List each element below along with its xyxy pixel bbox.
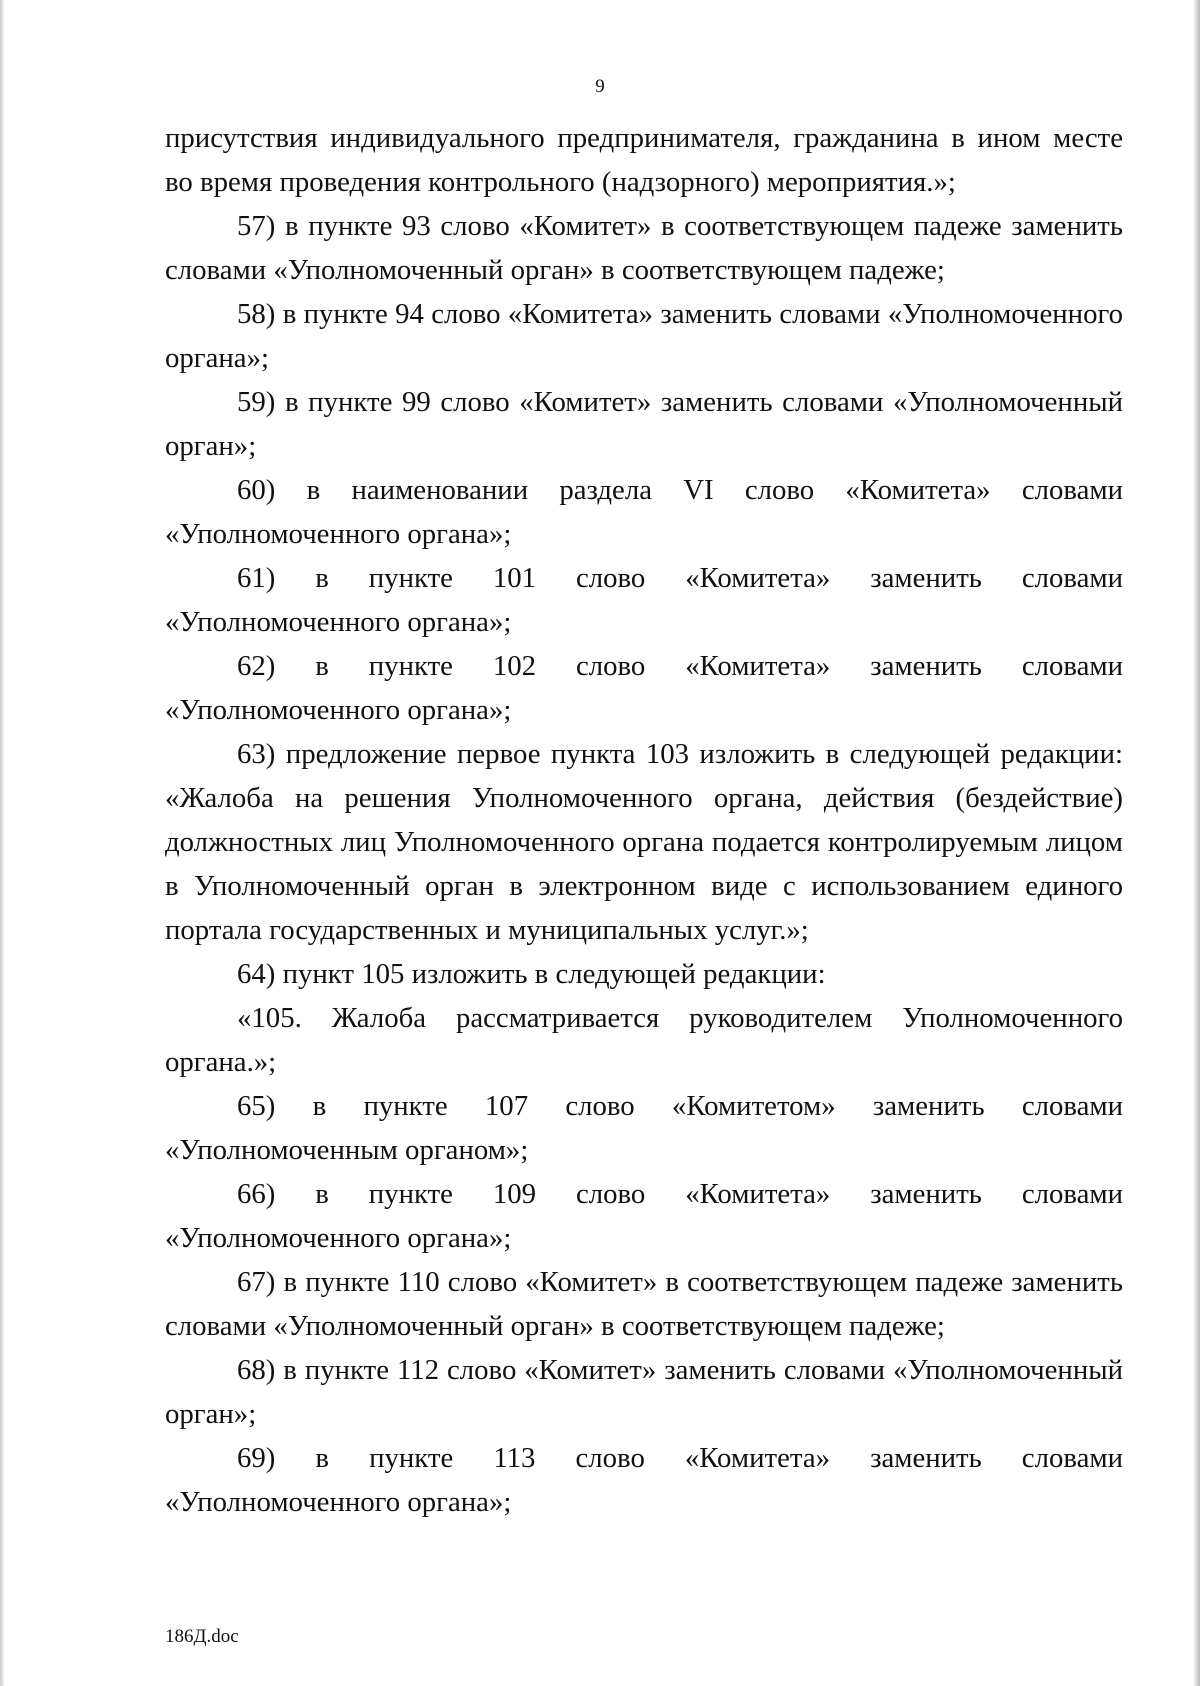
paragraph-item-68: 68) в пункте 112 слово «Комитет» заменить словами «Уполномоченный орган»; bbox=[165, 1354, 1123, 1430]
scan-edge-left bbox=[0, 0, 4, 1686]
scan-edge-right bbox=[1194, 0, 1200, 1686]
paragraph-item-65: 65) в пункте 107 слово «Комитетом» заменить словами «Уполномоченным органом»; bbox=[165, 1090, 1123, 1166]
paragraph-item-66: 66) в пункте 109 слово «Комитета» заменить словами «Уполномоченного органа»; bbox=[165, 1178, 1123, 1254]
paragraph-item-61: 61) в пункте 101 слово «Комитета» заменить словами «Уполномоченного органа»; bbox=[165, 562, 1123, 638]
paragraph-quote-105: «105. Жалоба рассматривается руководителем Уполномоченного органа.»; bbox=[165, 1002, 1123, 1078]
file-name-footer: 186Д.doc bbox=[165, 1626, 239, 1647]
paragraph-item-58: 58) в пункте 94 слово «Комитета» заменить словами «Уполномоченного органа»; bbox=[165, 298, 1123, 374]
paragraph-item-62: 62) в пункте 102 слово «Комитета» заменить словами «Уполномоченного органа»; bbox=[165, 650, 1123, 726]
paragraph-item-69: 69) в пункте 113 слово «Комитета» заменить словами «Уполномоченного органа»; bbox=[165, 1442, 1123, 1518]
paragraph-item-63: 63) предложение первое пункта 103 изложить в следующей редакции: «Жалоба на решения Уполномоченного органа, действия (бездействие) должностных лиц Уполномоченного органа подается контролируемым лицом в Уполномоченный орган в электронном виде с использованием единого портала государственных и муниципальных услуг.»; bbox=[165, 738, 1123, 946]
paragraph-item-57: 57) в пункте 93 слово «Комитет» в соответствующем падеже заменить словами «Уполномоченный орган» в соответствующем падеже; bbox=[165, 210, 1123, 286]
paragraph-item-59: 59) в пункте 99 слово «Комитет» заменить словами «Уполномоченный орган»; bbox=[165, 386, 1123, 462]
paragraph-item-60: 60) в наименовании раздела VI слово «Комитета» словами «Уполномоченного органа»; bbox=[165, 474, 1123, 550]
document-body bbox=[165, 116, 1123, 1524]
page-number: 9 bbox=[595, 76, 605, 97]
paragraph-item-64: 64) пункт 105 изложить в следующей редакции: bbox=[237, 958, 826, 990]
paragraph-item-67: 67) в пункте 110 слово «Комитет» в соответствующем падеже заменить словами «Уполномоченный орган» в соответствующем падеже; bbox=[165, 1266, 1123, 1342]
paragraph-continuation: присутствия индивидуального предпринимателя, гражданина в ином месте во время проведения контрольного (надзорного) мероприятия.»; bbox=[165, 122, 1123, 198]
